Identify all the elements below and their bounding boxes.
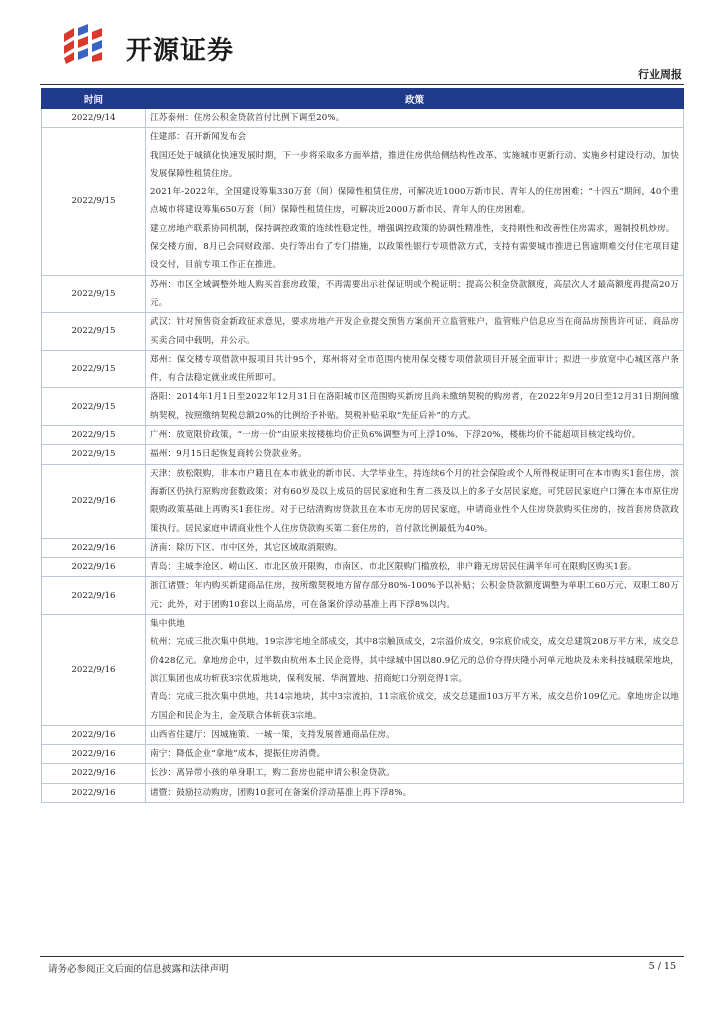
table-row — [42, 725, 684, 744]
row-date: 2022/9/15 — [42, 388, 146, 426]
legal-disclaimer: 请务必参阅正文后面的信息披露和法律声明 — [48, 964, 229, 975]
row-date: 2022/9/16 — [42, 558, 146, 577]
policy-paragraph: 武汉：针对预售资金新政征求意见，要求房地产开发企业提交预售方案前开立监管账户，监管账户信息应当在商品房预售许可证、商品房买卖合同中载明，并公示。 — [150, 317, 679, 346]
row-policy — [146, 745, 684, 764]
row-date: 2022/9/15 — [42, 445, 146, 464]
row-policy — [146, 783, 684, 802]
table-row — [42, 388, 684, 426]
row-date: 2022/9/14 — [42, 109, 146, 128]
row-policy — [146, 445, 684, 464]
policy-paragraph: 青岛：主城李沧区、崂山区、市北区放开限购，市南区、市北区限购门槛放松，非户籍无房居民住满半年可在限购区购买1套。 — [150, 562, 637, 573]
table-row — [42, 426, 684, 445]
row-date: 2022/9/16 — [42, 464, 146, 538]
policy-paragraph: 郑州：保交楼专项借款申报项目共计95个，郑州将对全市范围内使用保交楼专项借款项目开展全面审计；拟进一步放宽中心城区落户条件，有合法稳定就业或住所即可。 — [150, 354, 679, 384]
policy-paragraph: 济南：除历下区、市中区外，其它区域取消限购。 — [150, 542, 343, 553]
table-row — [42, 615, 684, 726]
row-date: 2022/9/16 — [42, 783, 146, 802]
policy-paragraph: 天津：放松限购，非本市户籍且在本市就业的新市民、大学毕业生，持连续6个月的社会保险或个人所得税证明可在本市购买1套住房，滨海新区仍执行原购房套数政策；对有60岁及以上成员的居民家庭和生育二孩及以上的多子女居民家庭，可凭居民家庭户口簿在本市原住房限购政策基础上再购买1套住房。对于已结清购房贷款且在本市无房的居民家庭，申请商业性个人住房贷款购买住房的，按首套房贷款政策执行。居民家庭申请商业性个人住房贷款购买第二套住房的，首付款比例最低为40%。 — [150, 468, 679, 534]
row-policy — [146, 464, 684, 538]
row-date: 2022/9/16 — [42, 577, 146, 615]
table-row — [42, 109, 684, 128]
footer-divider — [40, 956, 684, 957]
table-row — [42, 538, 684, 557]
policy-paragraph: 2021年-2022年，全国建设筹集330万套（间）保障性租赁住房，可解决近1000万新市民、青年人的住房困难；“十四五”期间，40个重点城市将建设筹集650万套（间）保障性租赁住房，可解决近2000万新市民、青年人的住房困难。 — [150, 187, 679, 216]
row-date: 2022/9/15 — [42, 350, 146, 388]
row-date: 2022/9/15 — [42, 426, 146, 445]
policy-paragraph: 广州：放宽限价政策，“一房一价”由原来按楼栋均价正负6%调整为可上浮10%、下浮20%，楼栋均价不能超项目核定线均价。 — [150, 430, 641, 441]
table-row — [42, 745, 684, 764]
policy-paragraph: 苏州：市区全域调整外地人购买首套房政策，不再需要出示社保证明或个税证明；提高公积金贷款额度，高层次人才最高额度再提高20万元。 — [150, 279, 679, 308]
row-policy — [146, 350, 684, 388]
policy-paragraph: 我国还处于城镇化快速发展时期，下一步将采取多方面举措，推进住房供给侧结构性改革、实施城市更新行动、实施乡村建设行动，加快发展保障性租赁住房。 — [150, 150, 679, 179]
row-policy — [146, 615, 684, 726]
policy-paragraph: 福州：9月15日起恢复商转公贷款业务。 — [150, 449, 307, 460]
table-row — [42, 764, 684, 783]
row-date: 2022/9/15 — [42, 128, 146, 275]
policy-paragraph: 江苏泰州：住房公积金贷款首付比例下调至20%。 — [150, 113, 345, 123]
row-policy — [146, 577, 684, 615]
row-date: 2022/9/16 — [42, 538, 146, 557]
row-policy — [146, 275, 684, 313]
row-date: 2022/9/16 — [42, 725, 146, 744]
row-policy — [146, 725, 684, 744]
row-policy — [146, 388, 684, 426]
row-policy — [146, 538, 684, 557]
policy-paragraph: 保交楼方面，8月已会同财政部、央行等出台了专门措施，以政策性银行专项借款方式，支持有需要城市推进已售逾期难交付住宅项目建设交付，目前专项工作正在推进。 — [150, 242, 679, 271]
row-date: 2022/9/15 — [42, 275, 146, 313]
column-header-date: 时间 — [42, 89, 146, 109]
policy-paragraph: 住建部：召开新闻发布会 — [150, 132, 247, 143]
report-header — [40, 18, 684, 68]
header-divider — [40, 84, 684, 85]
table-row — [42, 445, 684, 464]
table-row — [42, 783, 684, 802]
policy-paragraph: 长沙：离异带小孩的单身职工，购二套房也能申请公积金贷款。 — [150, 768, 395, 779]
row-policy — [146, 313, 684, 351]
table-row — [42, 128, 684, 275]
row-policy — [146, 128, 684, 275]
row-policy — [146, 426, 684, 445]
table-row — [42, 350, 684, 388]
policy-paragraph: 诸暨：鼓励拉动购房，团购10套可在备案价浮动基准上再下浮8%。 — [150, 787, 412, 798]
row-date: 2022/9/15 — [42, 313, 146, 351]
policy-paragraph: 洛阳：2014年1月1日至2022年12月31日在洛阳城市区范围购买新房且尚未缴纳契税的购房者，在2022年9月20日至12月31日期间缴纳契税，按照缴纳契税总额20%的比例给予补贴。契税补贴采取“先征后补”的方式。 — [150, 392, 679, 421]
table-row — [42, 275, 684, 313]
logo-wordmark: 开源证券 — [126, 36, 235, 66]
policy-table — [41, 88, 684, 803]
table-row — [42, 313, 684, 351]
table-row — [42, 577, 684, 615]
report-type-label: 行业周报 — [638, 68, 682, 81]
policy-paragraph: 山西省住建厅：因城施策、一城一策，支持发展普通商品住房。 — [150, 729, 395, 740]
kaiyuan-logo-icon — [62, 24, 108, 64]
policy-paragraph: 南宁：降低企业“拿地”成本，提振住房消费。 — [150, 749, 326, 760]
policy-table-body — [42, 109, 684, 803]
row-date: 2022/9/16 — [42, 764, 146, 783]
policy-paragraph: 青岛：完成三批次集中供地，共14宗地块，其中3宗流拍，11宗底价成交，成交总建面103万平方米，成交总价109亿元。拿地房企以地方国企和民企为主，金茂联合体斩获3宗地。 — [150, 692, 679, 721]
policy-paragraph: 集中供地 — [150, 619, 185, 630]
table-row — [42, 558, 684, 577]
column-header-policy: 政策 — [146, 89, 684, 109]
table-header-row — [42, 89, 684, 109]
page-number: 5 / 15 — [648, 961, 676, 972]
table-row — [42, 464, 684, 538]
row-policy — [146, 109, 684, 128]
policy-paragraph: 建立房地产联系协同机制，保持调控政策的连续性稳定性，增强调控政策的协调性精准性，支持刚性和改善性住房需求，遏制投机炒房。 — [150, 223, 675, 234]
row-date: 2022/9/16 — [42, 745, 146, 764]
policy-paragraph: 杭州：完成三批次集中供地，19宗涉宅地全部成交，其中8宗触顶成交，2宗溢价成交，9宗底价成交，成交总建筑208万平方米，成交总价428亿元。拿地房企中，过半数由杭州本土民企竞得，其中绿城中国以80.9亿元的总价夺得庆隆小河单元地块及未来科技城联荣地块，滨江集团也成功斩获3宗优质地块，保利发展、华润置地、招商蛇口分别竞得1宗。 — [150, 637, 679, 684]
row-policy — [146, 764, 684, 783]
row-policy — [146, 558, 684, 577]
policy-paragraph: 浙江诸暨：年内购买新建商品住房，按所缴契税地方留存部分80%-100%予以补贴；公积金贷款额度调整为单职工60万元、双职工80万元；此外，对于团购10套以上商品房，可在备案价浮动基准上再下浮8%以内。 — [150, 581, 679, 610]
row-date: 2022/9/16 — [42, 615, 146, 726]
